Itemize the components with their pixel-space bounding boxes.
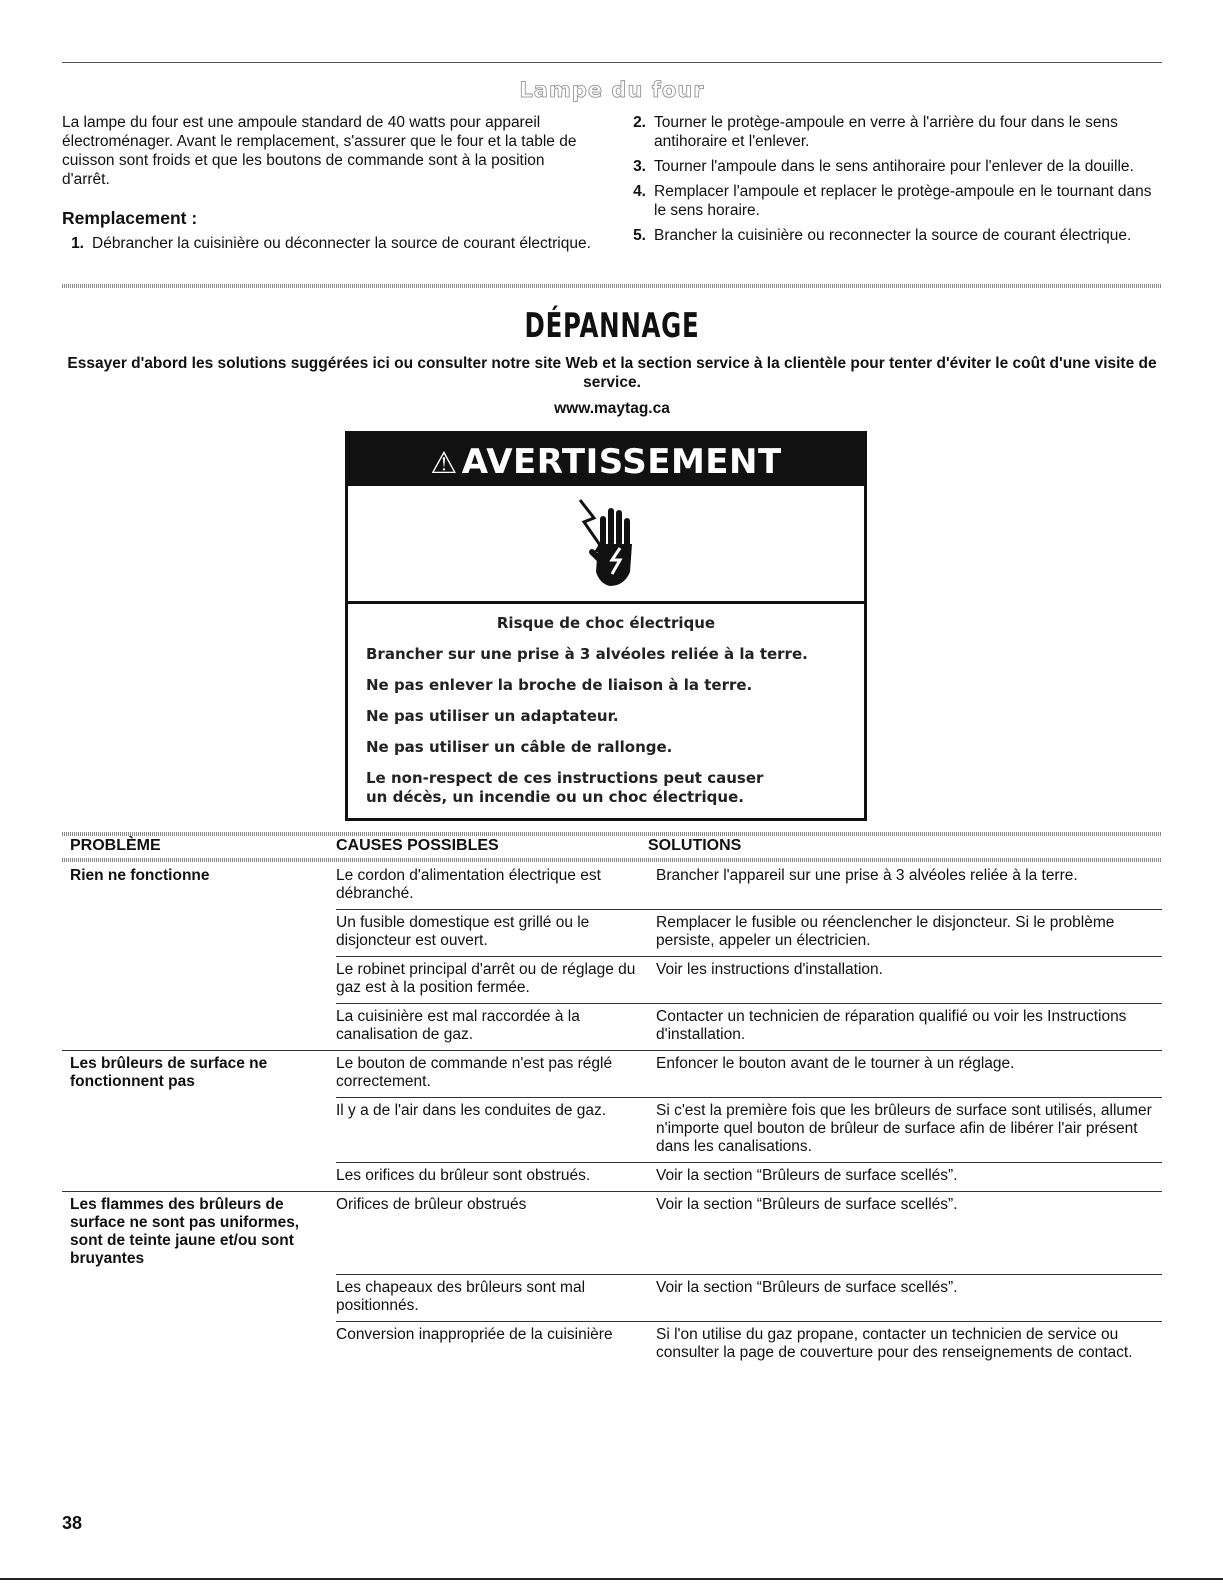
table-row: [336, 1162, 1162, 1191]
solution-cell: Contacter un technicien de réparation qualifié ou voir les Instructions d'installation.: [656, 1008, 1127, 1043]
table-row: [336, 1003, 1162, 1050]
solution-cell: Voir les instructions d'installation.: [656, 961, 883, 978]
solution-cell: Brancher l'appareil sur une prise à 3 alvéoles reliée à la terre.: [656, 867, 1078, 884]
table-row: [62, 1051, 1162, 1097]
troubleshooting-intro: Essayer d'abord les solutions suggérées ici ou consulter notre site Web et la section service à la clientèle pour tenter d'éviter le coût d'une visite de service.: [67, 355, 1157, 391]
warning-header: ⚠ AVERTISSEMENT: [348, 434, 864, 486]
page-number: 38: [62, 1513, 83, 1533]
problem-group: [62, 1050, 1162, 1191]
table-header-divider: [62, 858, 1162, 862]
table-row: [336, 909, 1162, 956]
warning-triangle-icon: ⚠: [430, 446, 458, 481]
problem-cell: Rien ne fonctionne: [70, 867, 210, 884]
warning-line: Brancher sur une prise à 3 alvéoles reliée à la terre.: [366, 645, 808, 663]
problem-group: [62, 1191, 1162, 1368]
cause-cell: Un fusible domestique est grillé ou le disjoncteur est ouvert.: [336, 914, 590, 949]
cause-cell: Les chapeaux des brûleurs sont mal positionnés.: [336, 1279, 586, 1314]
table-row: [336, 1097, 1162, 1162]
list-item: 1. Débrancher la cuisinière ou déconnecter la source de courant électrique.: [71, 235, 591, 252]
cause-cell: Orifices de brûleur obstrués: [336, 1196, 527, 1213]
cause-cell: Il y a de l'air dans les conduites de gaz.: [336, 1102, 607, 1119]
problem-cell: Les brûleurs de surface ne fonctionnent pas: [70, 1055, 268, 1090]
list-item: 3. Tourner l'ampoule dans le sens antihoraire pour l'enlever de la douille.: [633, 158, 1134, 175]
solution-cell: Si l'on utilise du gaz propane, contacter un technicien de service ou consulter la page de couverture pour des renseignements de contact.: [656, 1326, 1133, 1361]
problem-group: [62, 863, 1162, 1050]
replacement-steps-left: [62, 234, 592, 253]
table-row: [336, 1274, 1162, 1321]
warning-risk: Risque de choc électrique: [496, 614, 716, 632]
bottom-rule: [0, 1578, 1223, 1580]
manual-page: [62, 0, 1162, 1585]
warning-pictogram: [348, 486, 864, 604]
lamp-left-column: [62, 113, 592, 259]
solution-cell: Remplacer le fusible ou réenclencher le disjoncteur. Si le problème persiste, appeler un électricien.: [656, 914, 1115, 949]
warning-box: [345, 431, 867, 821]
list-item: 5. Brancher la cuisinière ou reconnecter la source de courant électrique.: [633, 227, 1132, 244]
lamp-intro: La lampe du four est une ampoule standard de 40 watts pour appareil électroménager. Avant le remplacement, s'assurer que le four et la table de cuisson sont froids et que les boutons de commande sont à la position d'arrêt.: [62, 114, 577, 188]
cause-cell: Le bouton de commande n'est pas réglé correctement.: [336, 1055, 613, 1090]
replacement-heading: Remplacement :: [62, 208, 198, 228]
solution-cell: Voir la section “Brûleurs de surface scellés”.: [656, 1167, 958, 1184]
solution-cell: Si c'est la première fois que les brûleurs de surface sont utilisés, allumer n'importe quel bouton de brûleur de surface afin de libérer l'air présent dans les canalisations.: [656, 1102, 1152, 1155]
warning-line: Le non-respect de ces instructions peut causer un décès, un incendie ou un choc électrique.: [366, 769, 764, 806]
table-row: [336, 956, 1162, 1003]
header-problem: PROBLÈME: [70, 837, 161, 854]
website-url: www.maytag.ca: [554, 400, 670, 417]
header-solutions: SOLUTIONS: [648, 837, 742, 854]
electric-shock-hand-icon: [574, 498, 638, 590]
header-causes: CAUSES POSSIBLES: [336, 837, 499, 854]
top-rule: [62, 62, 1162, 63]
cause-cell: Conversion inappropriée de la cuisinière: [336, 1326, 613, 1343]
replacement-steps-right: [624, 113, 1162, 245]
warning-text: [348, 604, 864, 807]
list-item: 2. Tourner le protège-ampoule en verre à l'arrière du four dans le sens antihoraire et l'enlever.: [633, 114, 1118, 150]
lamp-section-title: Lampe du four: [519, 78, 705, 102]
lamp-right-column: [624, 113, 1162, 251]
cause-cell: Le robinet principal d'arrêt ou de réglage du gaz est à la position fermée.: [336, 961, 636, 996]
list-item: 4. Remplacer l'ampoule et replacer le protège-ampoule en le tournant dans le sens horaire.: [633, 183, 1152, 219]
troubleshooting-table: [62, 832, 1162, 1368]
warning-line: Ne pas utiliser un adaptateur.: [366, 707, 619, 725]
solution-cell: Enfoncer le bouton avant de le tourner à un réglage.: [656, 1055, 1015, 1072]
solution-cell: Voir la section “Brûleurs de surface scellés”.: [656, 1196, 958, 1213]
page-title: DÉPANNAGE: [524, 306, 700, 346]
table-row: [62, 863, 1162, 909]
solution-cell: Voir la section “Brûleurs de surface scellés”.: [656, 1279, 958, 1296]
warning-line: Ne pas enlever la broche de liaison à la terre.: [366, 676, 753, 694]
warning-line: Ne pas utiliser un câble de rallonge.: [366, 738, 673, 756]
cause-cell: Le cordon d'alimentation électrique est débranché.: [336, 867, 601, 902]
table-row: [62, 1192, 1162, 1274]
section-divider: [62, 284, 1162, 288]
cause-cell: La cuisinière est mal raccordée à la canalisation de gaz.: [336, 1008, 580, 1043]
cause-cell: Les orifices du brûleur sont obstrués.: [336, 1167, 591, 1184]
table-row: [336, 1321, 1162, 1368]
problem-cell: Les flammes des brûleurs de surface ne sont pas uniformes, sont de teinte jaune et/ou sont bruyantes: [70, 1196, 300, 1267]
